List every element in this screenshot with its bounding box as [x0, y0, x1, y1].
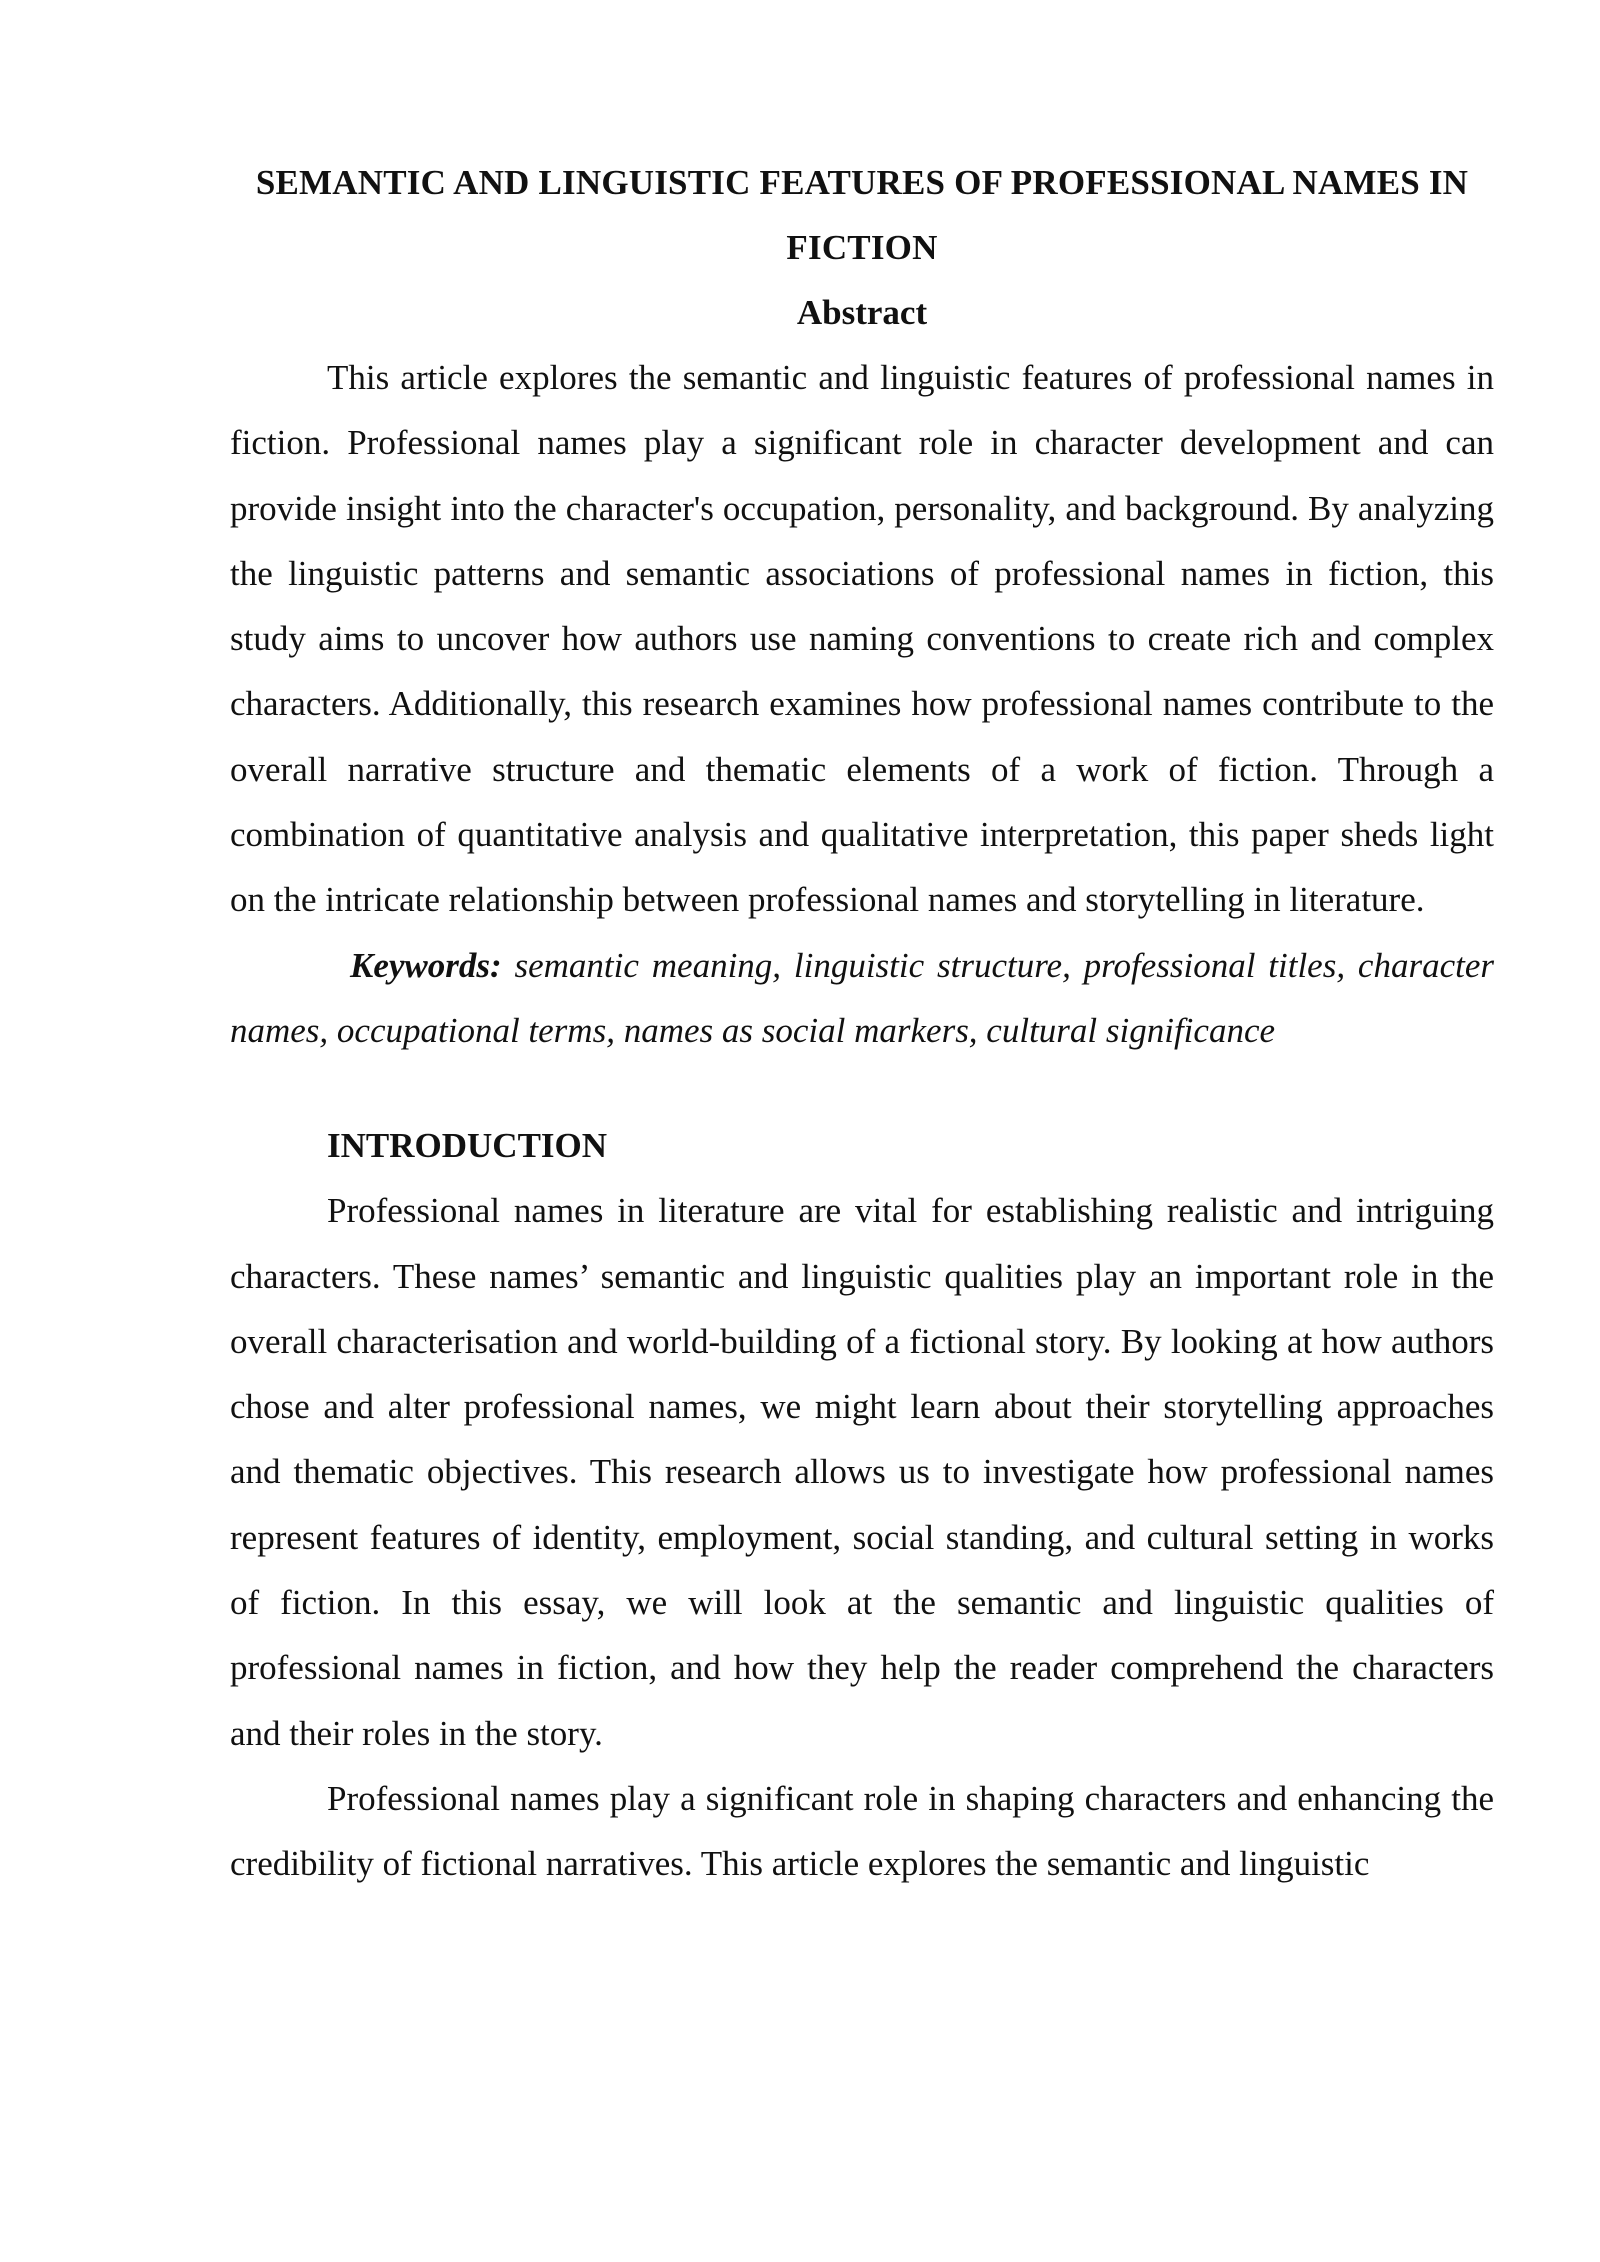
- keywords-paragraph: [230, 933, 1494, 1064]
- intro-paragraph-1: Professional names in literature are vital for establishing realistic and intriguing characters. These names’ semantic and linguistic qualities play an important role in the overall characterisation and world-building of a fictional story. By looking at how authors chose and alter professional names, we might learn about their storytelling approaches and thematic objectives. This research allows us to investigate how professional names represent features of identity, employment, social standing, and cultural setting in works of fiction. In this essay, we will look at the semantic and linguistic qualities of professional names in fiction, and how they help the reader comprehend the characters and their roles in the story.: [230, 1191, 1494, 1753]
- keywords-list: semantic meaning, linguistic structure, professional titles, character names, occupational terms, names as social markers, cultural significance: [230, 945, 1494, 1050]
- abstract-paragraph: This article explores the semantic and linguistic features of professional names in fiction. Professional names play a significant role in character development and can provide insight into the character's occupation, personality, and background. By analyzing the linguistic patterns and semantic associations of professional names in fiction, this study aims to uncover how authors use naming conventions to create rich and complex characters. Additionally, this research examines how professional names contribute to the overall narrative structure and thematic elements of a work of fiction. Through a combination of quantitative analysis and qualitative interpretation, this paper sheds light on the intricate relationship between professional names and storytelling in literature.: [230, 358, 1494, 920]
- introduction-heading: INTRODUCTION: [327, 1126, 608, 1166]
- paper-page: [230, 150, 1494, 1897]
- keywords-label: Keywords:: [350, 945, 502, 985]
- paper-title: SEMANTIC AND LINGUISTIC FEATURES OF PROFESSIONAL NAMES IN FICTION: [255, 163, 1469, 267]
- abstract-heading: Abstract: [796, 293, 928, 332]
- intro-paragraph-2: Professional names play a significant role in shaping characters and enhancing the credibility of fictional narratives. This article explores the semantic and linguistic: [230, 1778, 1494, 1884]
